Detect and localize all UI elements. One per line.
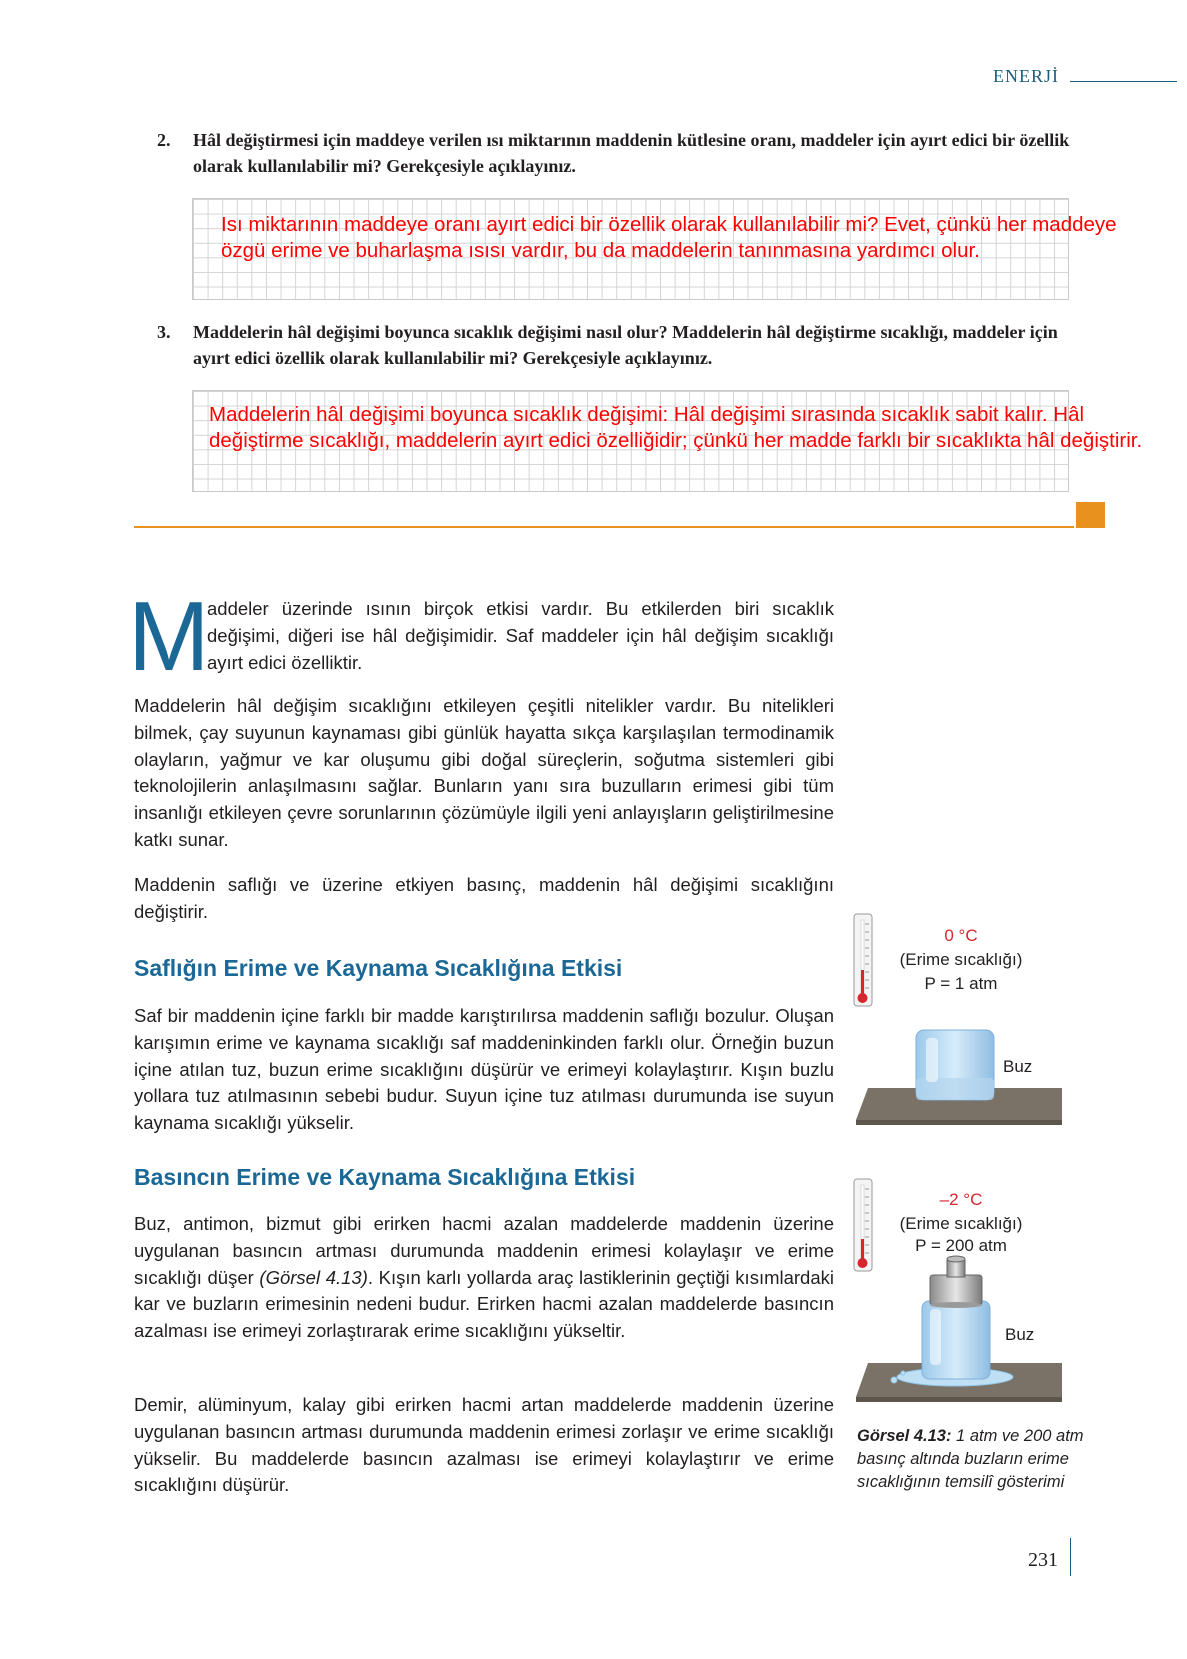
weight-icon: [930, 1256, 982, 1308]
thermometer-icon: [854, 1179, 872, 1271]
question-3: [157, 319, 1087, 371]
figure-caption: [857, 1425, 1087, 1494]
question-2: [157, 127, 1087, 179]
paragraph: Saf bir maddenin içine farklı bir madde karıştırılırsa maddenin saflığı bozulur. Oluşan karışımın erime ve kaynama sıcaklığı saf maddeninkinden farklı olur. Örneğin buzun içine atılan tuz, buzun erime sıcaklığını düşürür ve erimeyi kolaylaştırır. Kışın buzlu yollara tuz atılmasının sebebi budur. Suyun içine tuz atılması durumunda ise suyun kaynama sıcaklığı yükselir.: [134, 1005, 834, 1134]
paragraph-text: . Kışın karlı yollarda araç lastiklerinin geçtiği kısımlardaki kar ve buzların erimesinin nedeni budur. Erirken hacmi azalan maddelerde basıncın azalması ise erimeyi zorlaştırarak erime sıcaklığını yükseltir.: [134, 1266, 834, 1342]
figure-bottom-illustration: [850, 1175, 1090, 1410]
temperature-label: –2 °C: [939, 1190, 983, 1209]
intro-paragraph: addeler üzerinde ısının birçok etkisi vardır. Bu etkilerden biri sıcaklık değişimi, diğeri ise hâl değişimidir. Saf maddeler için hâl değişim sıcaklığı ayırt edici özelliktir.: [207, 598, 834, 673]
question-number: 3.: [157, 322, 171, 342]
section-heading: Basıncın Erime ve Kaynama Sıcaklığına Etkisi: [134, 1164, 636, 1190]
thermometer-icon: [854, 914, 872, 1006]
caption-label: Görsel 4.13:: [857, 1427, 952, 1445]
paragraph: Maddenin saflığı ve üzerine etkiyen basınç, maddenin hâl değişimi sıcaklığını değiştirir.: [134, 874, 834, 922]
paragraph: [134, 1211, 834, 1345]
question-number: 2.: [157, 130, 171, 150]
melting-point-label: (Erime sıcaklığı): [899, 1214, 1023, 1233]
ice-cube-icon: [922, 1301, 990, 1379]
chapter-title: ENERJİ: [993, 66, 1059, 86]
answer-text-3: Maddelerin hâl değişimi boyunca sıcaklık değişimi: Hâl değişimi sırasında sıcaklık sabit kalır. Hâl değiştirme sıcaklığı, maddelerin ayırt edici özelliğidir; çünkü her madde farklı bir sıcaklıkta hâl değiştirir.: [209, 403, 1143, 452]
pressure-label: P = 1 atm: [924, 974, 998, 993]
ice-label: Buz: [1003, 1057, 1033, 1076]
section-heading: Saflığın Erime ve Kaynama Sıcaklığına Etkisi: [134, 955, 623, 981]
paragraph-text: Buz, antimon, bizmut gibi erirken hacmi azalan maddelerde maddenin üzerine uygulanan basıncın artması durumunda maddenin erimesi kolaylaşır ve erime sıcaklığı düşer: [134, 1213, 834, 1288]
section-divider: [134, 526, 1074, 528]
caption-text: 1 atm ve 200 atm basınç altında buzların erime sıcaklığının temsilî gösterimi: [857, 1427, 1084, 1491]
melting-point-label: (Erime sıcaklığı): [899, 950, 1023, 969]
paragraph: Maddelerin hâl değişim sıcaklığını etkileyen çeşitli nitelikler vardır. Bu nitelikleri bilmek, çay suyunun kaynaması gibi günlük hayatta sıkça karşılaşılan termodinamik olayların, yağmur ve kar oluşumu gibi doğal süreçlerin, soğutma sistemleri gibi teknolojilerin anlaşılmasını sağlar. Bunların yanı sıra buzulların erimesi gibi tüm insanlığı etkileyen çevre sorunlarının çözümüyle ilgili yeni anlayışların geliştirilmesine katkı sunar.: [134, 695, 834, 850]
divider-marker: [1076, 502, 1105, 528]
question-text: Maddelerin hâl değişimi boyunca sıcaklık değişimi nasıl olur? Maddelerin hâl değiştirme sıcaklığı, maddeler için ayırt edici özellik olarak kullanılabilir mi? Gerekçesiyle açıklayınız.: [193, 322, 1058, 368]
question-text: Hâl değiştirmesi için maddeye verilen ısı miktarının maddenin kütlesine oranı, maddeler için ayırt edici bir özellik olarak kullanılabilir mi? Gerekçesiyle açıklayınız.: [193, 130, 1070, 176]
answer-text-2: Isı miktarının maddeye oranı ayırt edici bir özellik olarak kullanılabilir mi? Evet, çünkü her maddeye özgü erime ve buharlaşma ısısı vardır, bu da maddelerin tanınmasına yardımcı olur.: [221, 213, 1117, 262]
paragraph: Demir, alüminyum, kalay gibi erirken hacmi artan maddelerde maddenin üzerine uygulanan basıncın artması durumunda maddenin erimesi zorlaşır ve erime sıcaklığı yükselir. Bu maddelerde basıncın azalması ise erimeyi kolaylaştırır ve erime sıcaklığını düşürür.: [134, 1394, 834, 1496]
pressure-label: P = 200 atm: [915, 1236, 1007, 1255]
figure-reference: (Görsel 4.13): [259, 1266, 368, 1288]
header-rule: [1070, 81, 1177, 82]
ice-cube-icon: [916, 1030, 994, 1100]
page-number: 231: [1028, 1549, 1058, 1571]
drop-cap: M: [128, 581, 210, 691]
page-number-rule: [1070, 1538, 1071, 1576]
temperature-label: 0 °C: [944, 926, 978, 945]
ice-label: Buz: [1005, 1325, 1035, 1344]
